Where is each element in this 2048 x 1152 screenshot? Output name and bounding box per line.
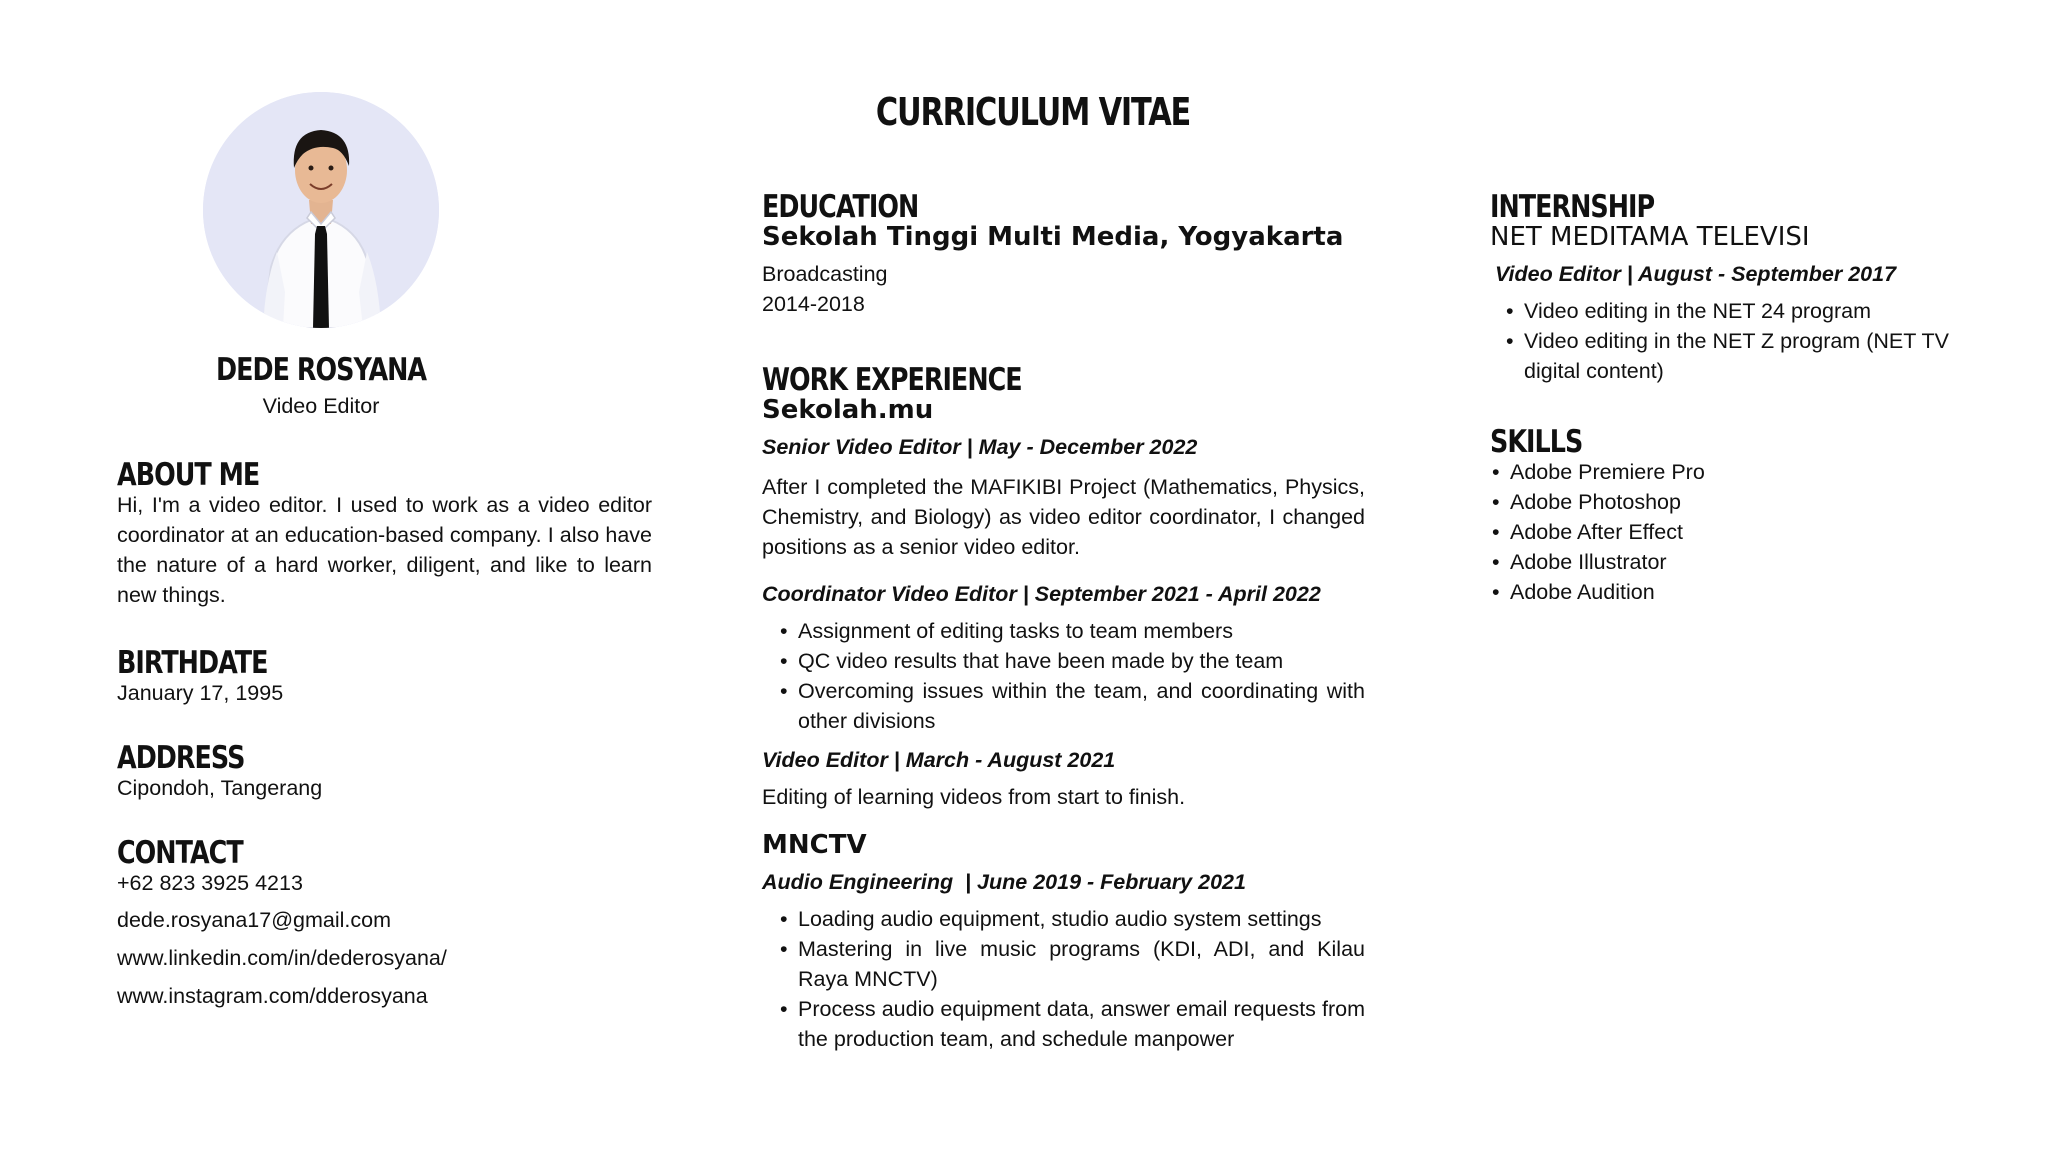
- list-item: • Assignment of editing tasks to team members: [798, 616, 1365, 646]
- profile-role: Video Editor: [262, 394, 380, 418]
- profile-photo: [203, 92, 439, 328]
- job-2-title: Coordinator Video Editor | September 2021 - April 2022: [762, 582, 1321, 606]
- job-4-title: Audio Engineering | June 2019 - February 2021: [762, 870, 1246, 894]
- internship-title: Video Editor | August - September 2017: [1495, 262, 1897, 286]
- education-heading: EDUCATION: [762, 189, 919, 225]
- job-3-description: Editing of learning videos from start to finish.: [762, 785, 1186, 809]
- job-3-title: Video Editor | March - August 2021: [762, 748, 1116, 772]
- page-title: CURRICULUM VITAE: [875, 90, 1191, 134]
- birthdate-section: [117, 645, 652, 708]
- list-item: • Process audio equipment data, answer email requests from the production team, and schedule manpower: [798, 994, 1365, 1054]
- contact-instagram[interactable]: www.instagram.com/dderosyana: [117, 984, 428, 1008]
- skills-section: [1490, 424, 1970, 607]
- contact-heading: CONTACT: [117, 835, 243, 871]
- education-school: Sekolah Tinggi Multi Media, Yogyakarta: [762, 222, 1344, 252]
- skills-heading: SKILLS: [1490, 424, 1583, 460]
- profile-name: DEDE ROSYANA: [215, 352, 427, 388]
- internship-bullets: [1490, 296, 1970, 386]
- education-section: [762, 189, 1365, 319]
- address-value: Cipondoh, Tangerang: [117, 776, 323, 800]
- list-item: • QC video results that have been made by the team: [798, 646, 1365, 676]
- list-item: • Loading audio equipment, studio audio system settings: [798, 904, 1365, 934]
- address-section: [117, 740, 652, 803]
- list-item: • Mastering in live music programs (KDI, ADI, and Kilau Raya MNCTV): [798, 934, 1365, 994]
- job-2-bullets: [762, 616, 1365, 736]
- education-years: 2014-2018: [762, 292, 865, 316]
- list-item: • Video editing in the NET 24 program: [1524, 296, 1970, 326]
- contact-phone: +62 823 3925 4213: [117, 871, 303, 895]
- job-1-title: Senior Video Editor | May - December 2022: [762, 435, 1198, 459]
- internship-heading: INTERNSHIP: [1490, 189, 1655, 225]
- birthdate-value: January 17, 1995: [117, 681, 284, 705]
- about-heading: ABOUT ME: [117, 457, 260, 493]
- list-item: • Adobe Premiere Pro: [1510, 457, 1970, 487]
- work-heading: WORK EXPERIENCE: [762, 362, 1022, 398]
- job-1-description: After I completed the MAFIKIBI Project (Mathematics, Physics, Chemistry, and Biology) as video editor coordinator, I changed positions as a senior video editor.: [762, 475, 1365, 559]
- contact-email[interactable]: dede.rosyana17@gmail.com: [117, 908, 391, 932]
- skills-list: [1490, 457, 1970, 607]
- list-item: • Overcoming issues within the team, and coordinating with other divisions: [798, 676, 1365, 736]
- list-item: • Adobe Photoshop: [1510, 487, 1970, 517]
- job-4-bullets: [762, 904, 1365, 1054]
- about-section: [117, 457, 652, 610]
- list-item: • Adobe After Effect: [1510, 517, 1970, 547]
- education-major: Broadcasting: [762, 262, 888, 286]
- internship-company: NET MEDITAMA TELEVISI: [1490, 222, 1810, 252]
- list-item: • Video editing in the NET Z program (NET TV digital content): [1524, 326, 1970, 386]
- birthdate-heading: BIRTHDATE: [117, 645, 268, 681]
- person-portrait-icon: [203, 92, 439, 328]
- address-heading: ADDRESS: [117, 740, 245, 776]
- internship-section: [1490, 189, 1970, 386]
- contact-section: [117, 835, 652, 1011]
- work-company-1: Sekolah.mu: [762, 395, 934, 425]
- work-section: [762, 362, 1365, 1054]
- work-company-2: MNCTV: [762, 830, 867, 860]
- contact-linkedin[interactable]: www.linkedin.com/in/dederosyana/: [117, 946, 447, 970]
- list-item: • Adobe Illustrator: [1510, 547, 1970, 577]
- list-item: • Adobe Audition: [1510, 577, 1970, 607]
- about-text: Hi, I'm a video editor. I used to work as a video editor coordinator at an education-based company. I also have the nature of a hard worker, diligent, and like to learn new things.: [117, 493, 652, 607]
